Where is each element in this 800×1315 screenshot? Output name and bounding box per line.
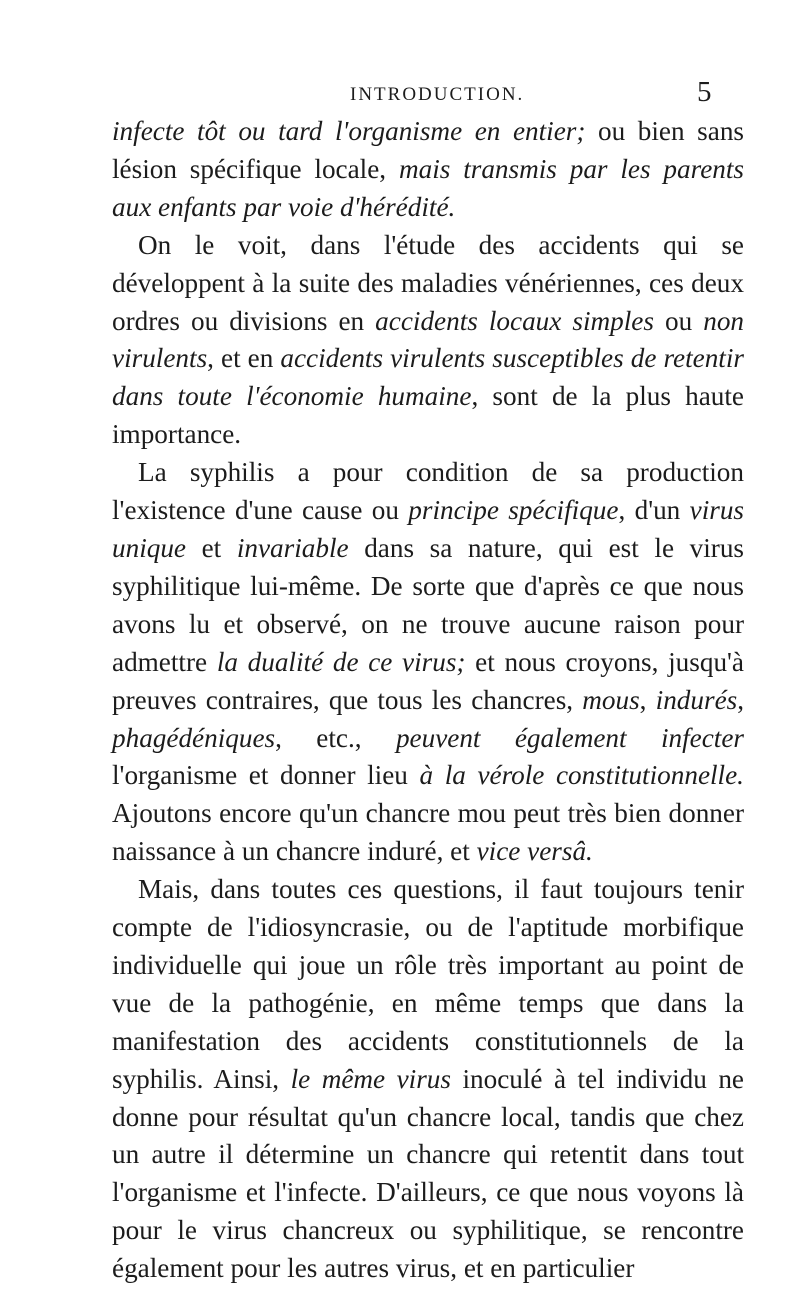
italic-text-run: le même virus [290,1063,451,1094]
text-run: l'organisme et donner lieu [112,760,420,791]
text-run: Mais, dans toutes ces questions, il faut toujours tenir compte de l'idiosyncrasie, ou de l'aptitude morbifique individuelle qui joue un rôle très important au point de vue de la pathogénie, en même temps que dans la manifestation des accidents constitutionnels de la syphilis. Ainsi, [112,874,744,1094]
text-run: Ajoutons encore qu'un chancre mou peut très bien donner naissance à un chancre induré, et [112,798,744,867]
text-run: inoculé à tel individu ne donne pour résultat qu'un chancre local, tandis que chez un autre il détermine un chancre qui retentit dans tout l'organisme et l'infecte. D'ailleurs, ce que nous voyons là pour le virus chancreux ou syphilitique, se rencontre également pour les autres virus, et en particulier [112,1063,744,1284]
italic-text-run: virus unique [112,495,744,563]
italic-text-run: phagédéniques [112,722,276,753]
italic-text-run: vice versâ. [476,836,593,867]
italic-text-run: invariable [236,532,349,563]
italic-text-run: mous [582,684,640,715]
text-run: ou bien sans lésion spécifique locale, [112,116,744,184]
text-run: et [186,532,237,563]
text-run: , sont de la plus haute importance. [112,381,744,450]
text-run: , etc., [275,722,396,753]
body-text [112,113,744,1288]
paragraph [112,113,744,227]
italic-text-run: la dualité de ce virus; [216,646,466,677]
italic-text-run: non virulents [112,305,745,374]
text-run: ou [653,305,704,336]
italic-text-run: peuvent également infecter [395,722,744,753]
text-run: dans sa nature, qui est le virus syphilitique lui-même. De sorte que d'après ce que nous avons lu et observé, on ne trouve aucune raison pour admettre [112,532,744,677]
italic-text-run: principe spécifique [408,495,619,526]
text-run: La syphilis a pour condition de sa production l'existence d'une cause ou [112,457,744,526]
page-header [0,76,800,112]
page-number: 5 [697,76,712,108]
text-run: , et en [207,343,281,374]
italic-text-run: infecte tôt ou tard l'organisme en entier; [112,116,586,146]
text-run: , d'un [618,495,690,526]
text-run: , [737,684,745,715]
italic-text-run: accidents virulents susceptibles de retentir dans toute l'économie humaine [112,343,744,412]
italic-text-run: accidents locaux simples [375,305,654,336]
text-run: et nous croyons, jusqu'à preuves contraires, que tous les chancres, [112,646,744,715]
running-title: INTRODUCTION. [350,84,525,105]
paragraph [112,227,744,454]
italic-text-run: à la vérole constitutionnelle. [419,760,744,791]
paragraph [112,454,744,871]
text-run: On le voit, dans l'étude des accidents qui se développent à la suite des maladies vénériennes, ces deux ordres ou divisions en [112,229,744,336]
italic-text-run: mais transmis par les parents aux enfants par voie d'hérédité. [112,153,744,222]
italic-text-run: indurés [655,684,738,715]
text-run: , [639,684,656,715]
paragraph [112,871,744,1288]
